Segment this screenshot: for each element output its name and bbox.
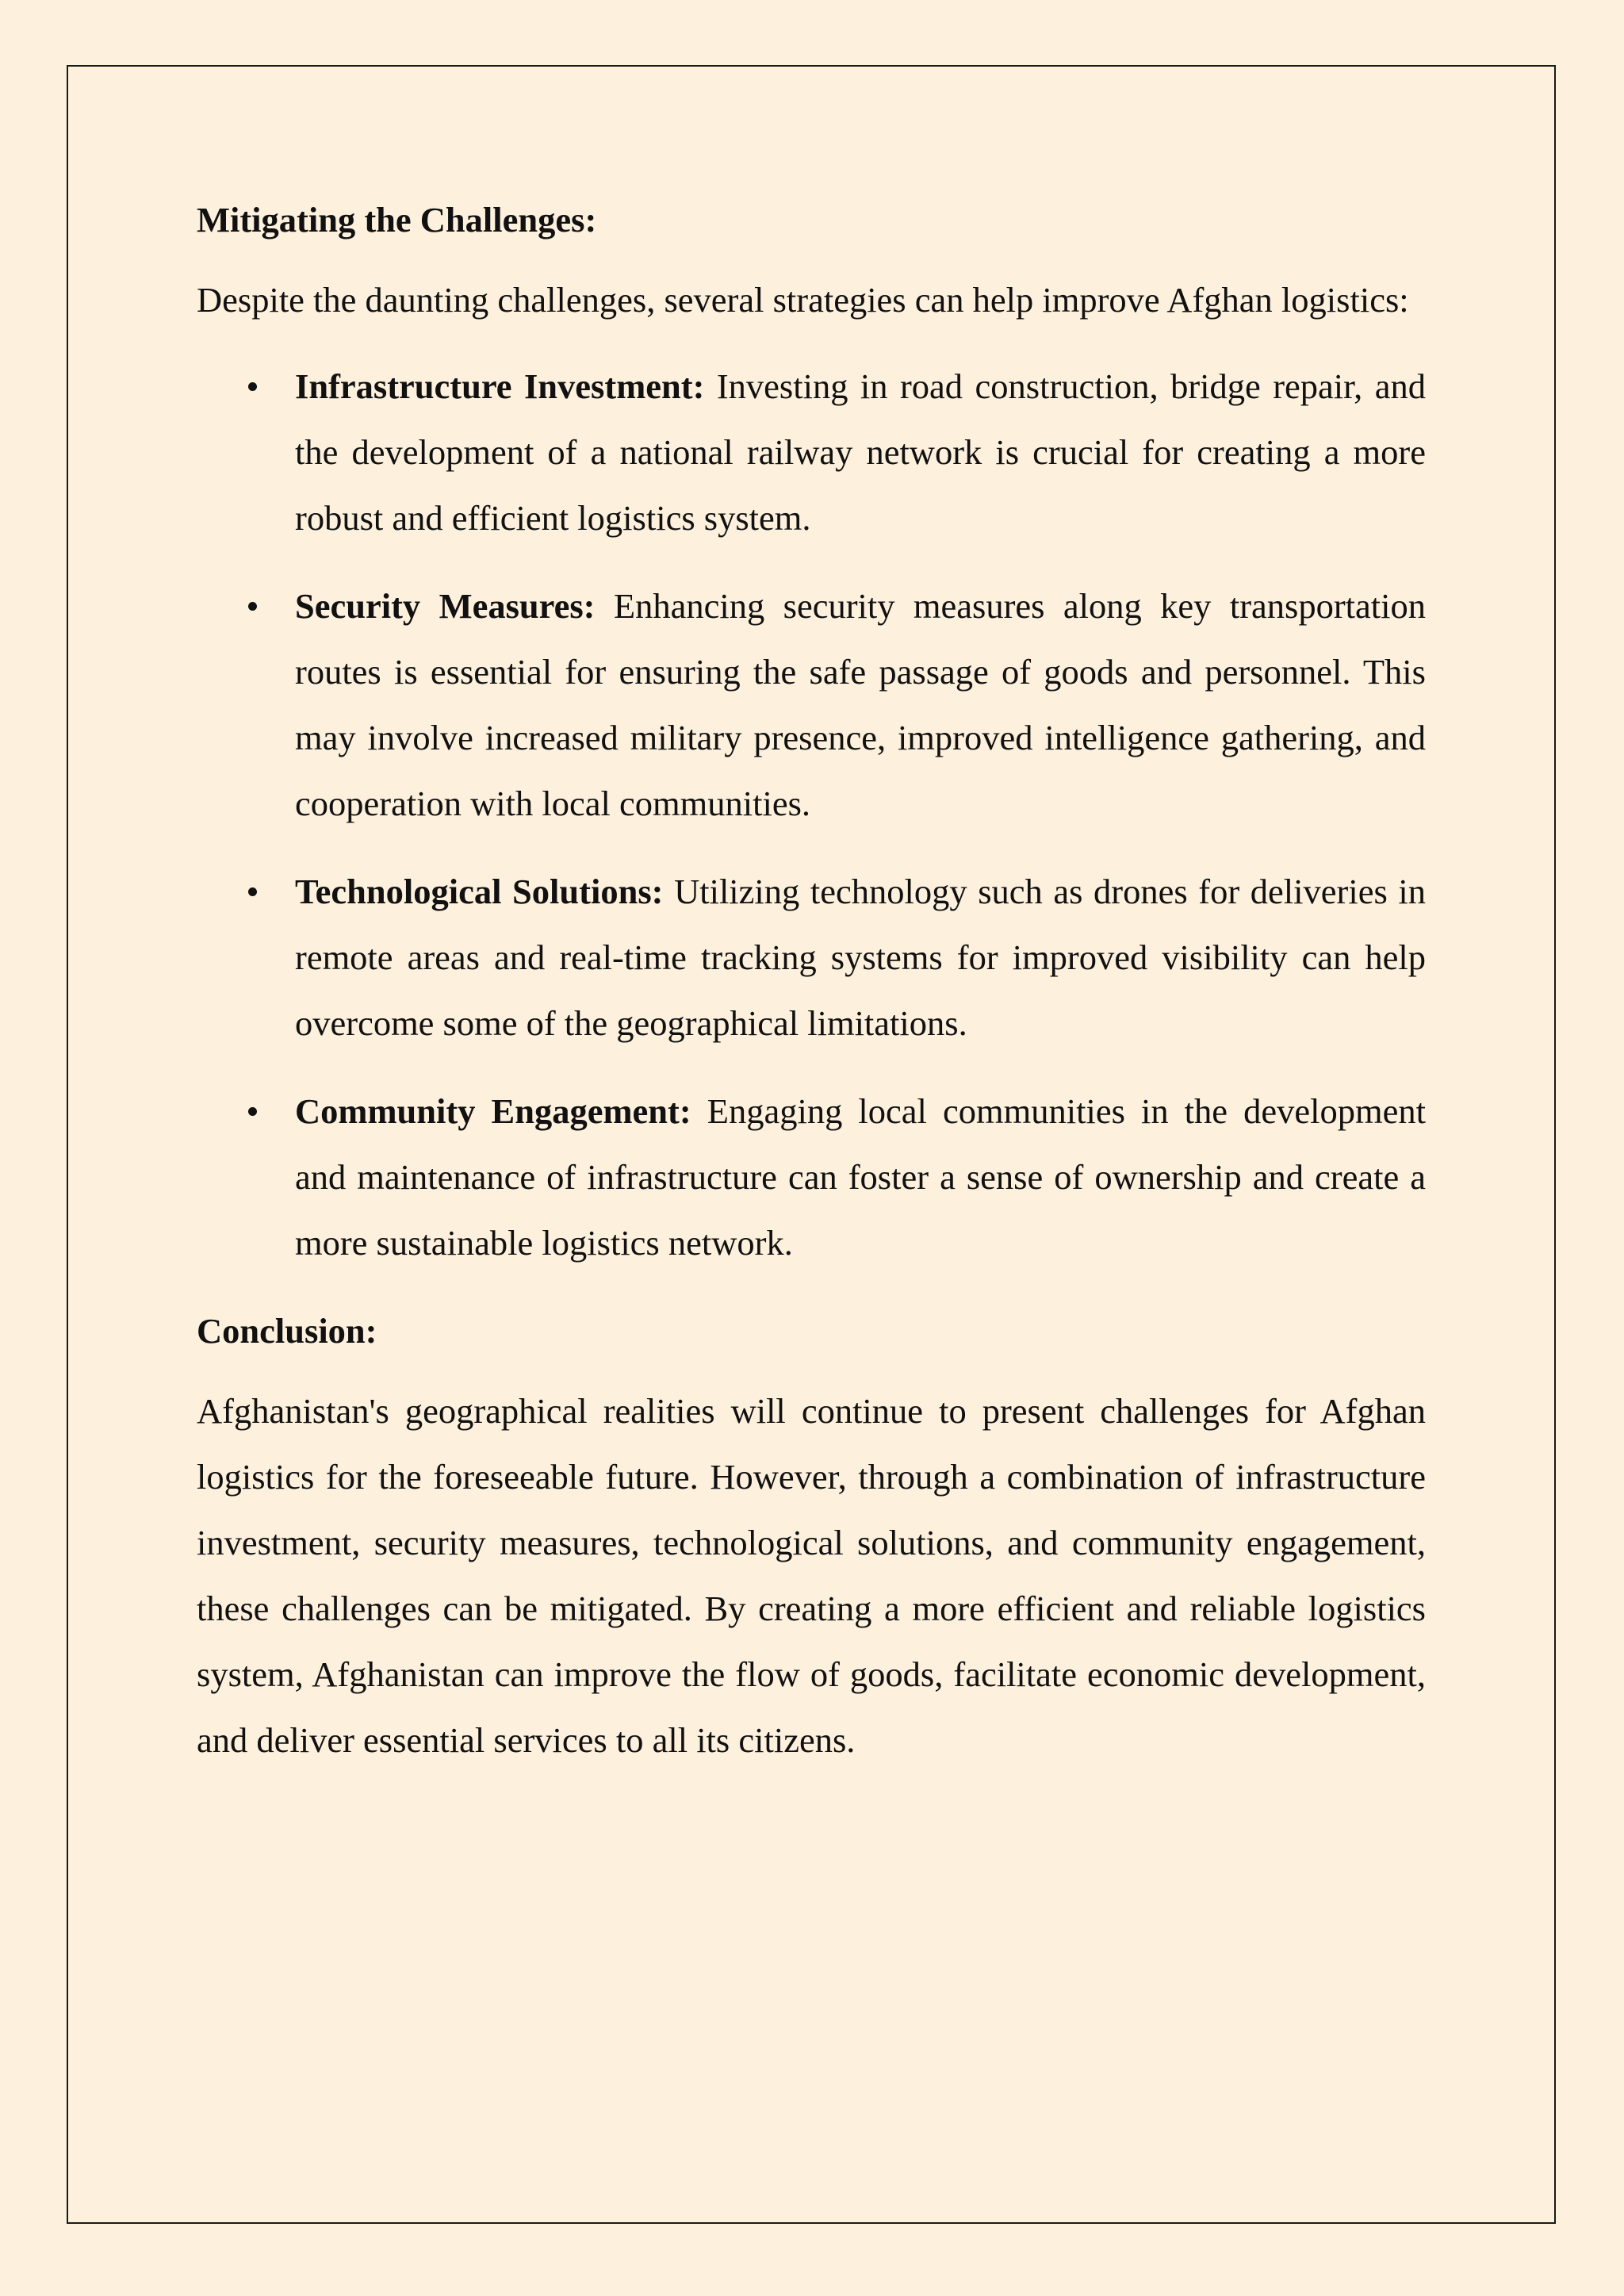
strategy-list <box>197 354 1426 1276</box>
list-item <box>197 573 1426 837</box>
section-heading-mitigating: Mitigating the Challenges: <box>197 200 597 240</box>
bullet-text: Investing in road construction, bridge repair, and the development of a national railway network is crucial for creating a more robust and efficient logistics system. <box>295 366 1427 538</box>
bullet-text: Enhancing security measures along key transportation routes is essential for ensuring the safe passage of goods and personnel. This may involve increased military presence, improved intelligence gathering, and cooperation with local communities. <box>295 586 1426 823</box>
bullet-title: Infrastructure Investment: <box>295 366 717 406</box>
intro-paragraph: Despite the daunting challenges, several strategies can help improve Afghan logistics: <box>197 280 1409 320</box>
list-item <box>197 859 1426 1056</box>
document-body <box>197 187 1426 1773</box>
bullet-title: Community Engagement: <box>295 1091 707 1131</box>
section-heading-conclusion: Conclusion: <box>197 1311 377 1351</box>
list-item <box>197 354 1426 551</box>
bullet-title: Technological Solutions: <box>295 872 675 911</box>
bullet-icon <box>248 1107 257 1116</box>
bullet-title: Security Measures: <box>295 586 614 626</box>
conclusion-paragraph: Afghanistan's geographical realities will continue to present challenges for Afghan logistics for the foreseeable future. However, through a combination of infrastructure investment, security measures, technological solutions, and community engagement, these challenges can be mitigated. By creating a more efficient and reliable logistics system, Afghanistan can improve the flow of goods, facilitate economic development, and deliver essential services to all its citizens. <box>197 1391 1426 1760</box>
bullet-icon <box>248 887 257 896</box>
bullet-icon <box>248 602 257 611</box>
bullet-text: Engaging local communities in the development and maintenance of infrastructure can foster a sense of ownership and create a more sustainable logistics network. <box>295 1091 1426 1263</box>
bullet-icon <box>248 382 257 391</box>
list-item <box>197 1079 1426 1276</box>
bullet-text: Utilizing technology such as drones for deliveries in remote areas and real-time tracking systems for improved visibility can help overcome some of the geographical limitations. <box>295 872 1426 1043</box>
